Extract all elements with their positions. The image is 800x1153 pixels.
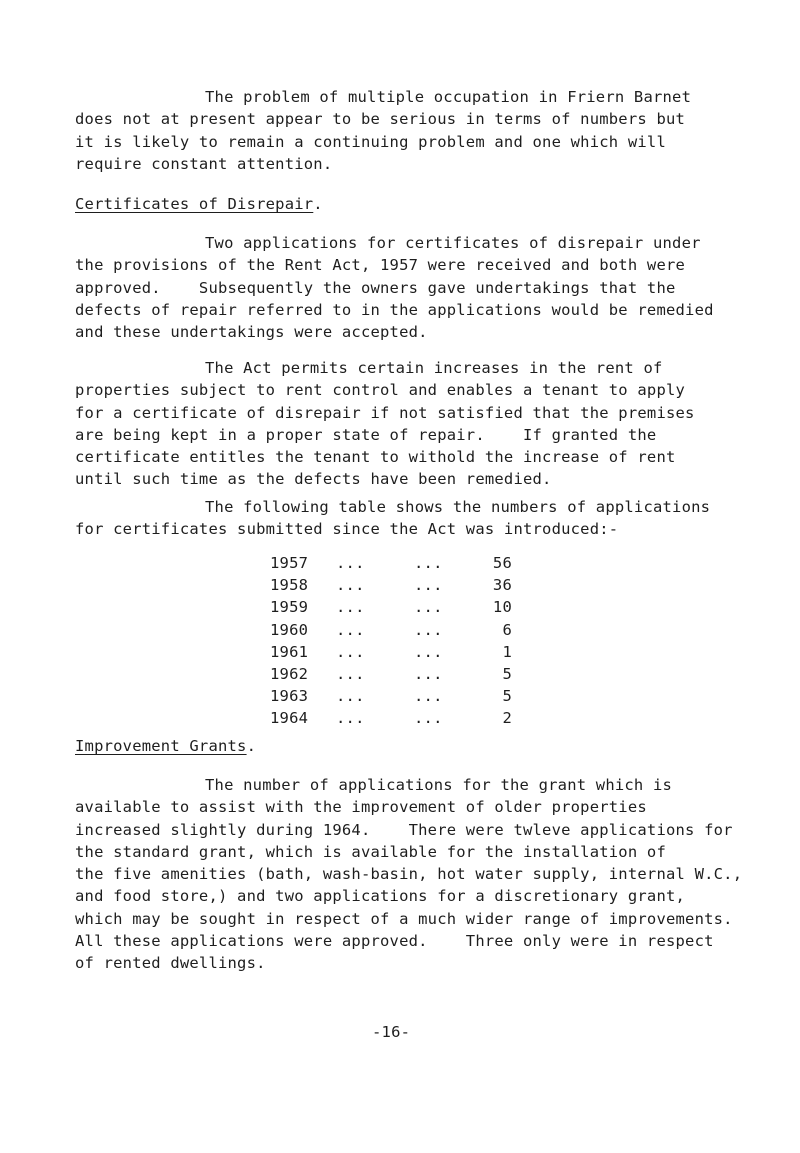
table-year: 1961 bbox=[270, 642, 309, 661]
table-row bbox=[270, 552, 530, 574]
text-line: increased slightly during 1964. There were twleve applications for bbox=[75, 820, 733, 839]
heading-certificates-of-disrepair bbox=[75, 193, 323, 215]
table-year: 1962 bbox=[270, 664, 309, 683]
table-dots: ... bbox=[414, 576, 443, 595]
text-line: Two applications for certificates of disrepair under bbox=[205, 234, 701, 252]
text-line: are being kept in a proper state of repair. If granted the bbox=[75, 425, 657, 444]
table-value: 56 bbox=[492, 554, 512, 572]
paragraph-act-permits bbox=[75, 357, 787, 491]
table-dots: ... bbox=[336, 554, 365, 572]
table-dots: ... bbox=[414, 642, 443, 661]
text-line: properties subject to rent control and enables a tenant to apply bbox=[75, 381, 686, 400]
paragraph-applications-disrepair bbox=[75, 232, 787, 343]
text-line: and food store,) and two applications for a discretionary grant, bbox=[75, 887, 686, 906]
table-dots: ... bbox=[336, 687, 365, 706]
text-line: certificate entitles the tenant to withold the increase of rent bbox=[75, 448, 676, 467]
table-dots: ... bbox=[414, 687, 443, 706]
table-year: 1957 bbox=[270, 554, 309, 572]
table-row bbox=[270, 574, 530, 596]
table-row bbox=[270, 619, 530, 641]
heading-improvement-grants bbox=[75, 735, 256, 757]
text-line: does not at present appear to be serious in terms of numbers but bbox=[75, 110, 686, 129]
text-line: for certificates submitted since the Act was introduced:- bbox=[75, 520, 619, 539]
text-line: All these applications were approved. Three only were in respect bbox=[75, 932, 714, 951]
text-line: The following table shows the numbers of applications bbox=[205, 498, 711, 516]
table-value: 5 bbox=[502, 664, 512, 683]
heading-text: Certificates of Disrepair bbox=[75, 195, 314, 213]
text-line: the standard grant, which is available for the installation of bbox=[75, 842, 666, 861]
table-row bbox=[270, 707, 530, 729]
paragraph-table-intro bbox=[75, 496, 787, 541]
text-line: The problem of multiple occupation in Friern Barnet bbox=[205, 88, 692, 106]
table-dots: ... bbox=[414, 598, 443, 617]
text-line: until such time as the defects have been remedied. bbox=[75, 470, 552, 489]
table-value: 36 bbox=[492, 576, 512, 595]
table-row bbox=[270, 663, 530, 685]
table-dots: ... bbox=[336, 620, 365, 639]
text-line: the five amenities (bath, wash-basin, hot water supply, internal W.C., bbox=[75, 865, 743, 884]
paragraph-multiple-occupation bbox=[75, 86, 787, 175]
table-row bbox=[270, 685, 530, 707]
table-dots: ... bbox=[414, 554, 443, 572]
table-year: 1964 bbox=[270, 709, 309, 728]
text-line: approved. Subsequently the owners gave undertakings that the bbox=[75, 278, 676, 297]
text-line: defects of repair referred to in the applications would be remedied bbox=[75, 300, 714, 319]
paragraph-improvement-grants bbox=[75, 774, 787, 975]
text-line: which may be sought in respect of a much wider range of improvements. bbox=[75, 909, 733, 928]
table-row bbox=[270, 596, 530, 618]
table-year: 1963 bbox=[270, 687, 309, 706]
table-year: 1959 bbox=[270, 598, 309, 617]
table-value: 10 bbox=[492, 598, 512, 617]
table-value: 5 bbox=[502, 687, 512, 706]
text-line: and these undertakings were accepted. bbox=[75, 323, 428, 342]
table-dots: ... bbox=[414, 709, 443, 728]
heading-suffix: . bbox=[313, 195, 323, 213]
text-line: of rented dwellings. bbox=[75, 954, 266, 973]
page-number: -16- bbox=[372, 1023, 411, 1041]
table-row bbox=[270, 641, 530, 663]
table-dots: ... bbox=[336, 642, 365, 661]
table-value: 1 bbox=[502, 642, 512, 661]
table-year: 1958 bbox=[270, 576, 309, 595]
table-year: 1960 bbox=[270, 620, 309, 639]
text-line: available to assist with the improvement of older properties bbox=[75, 798, 647, 817]
text-line: it is likely to remain a continuing problem and one which will bbox=[75, 132, 666, 151]
table-dots: ... bbox=[336, 598, 365, 617]
table-dots: ... bbox=[414, 620, 443, 639]
table-value: 2 bbox=[502, 709, 512, 728]
text-line: require constant attention. bbox=[75, 154, 333, 173]
table-dots: ... bbox=[336, 576, 365, 595]
text-line: The Act permits certain increases in the rent of bbox=[205, 359, 663, 377]
applications-table bbox=[270, 552, 530, 730]
table-value: 6 bbox=[502, 620, 512, 639]
text-line: the provisions of the Rent Act, 1957 were received and both were bbox=[75, 256, 686, 275]
table-dots: ... bbox=[336, 664, 365, 683]
heading-suffix: . bbox=[246, 737, 257, 755]
text-line: The number of applications for the grant which is bbox=[205, 776, 673, 794]
table-dots: ... bbox=[336, 709, 365, 728]
table-dots: ... bbox=[414, 664, 443, 683]
text-line: for a certificate of disrepair if not satisfied that the premises bbox=[75, 403, 695, 422]
heading-text: Improvement Grants bbox=[75, 737, 247, 755]
